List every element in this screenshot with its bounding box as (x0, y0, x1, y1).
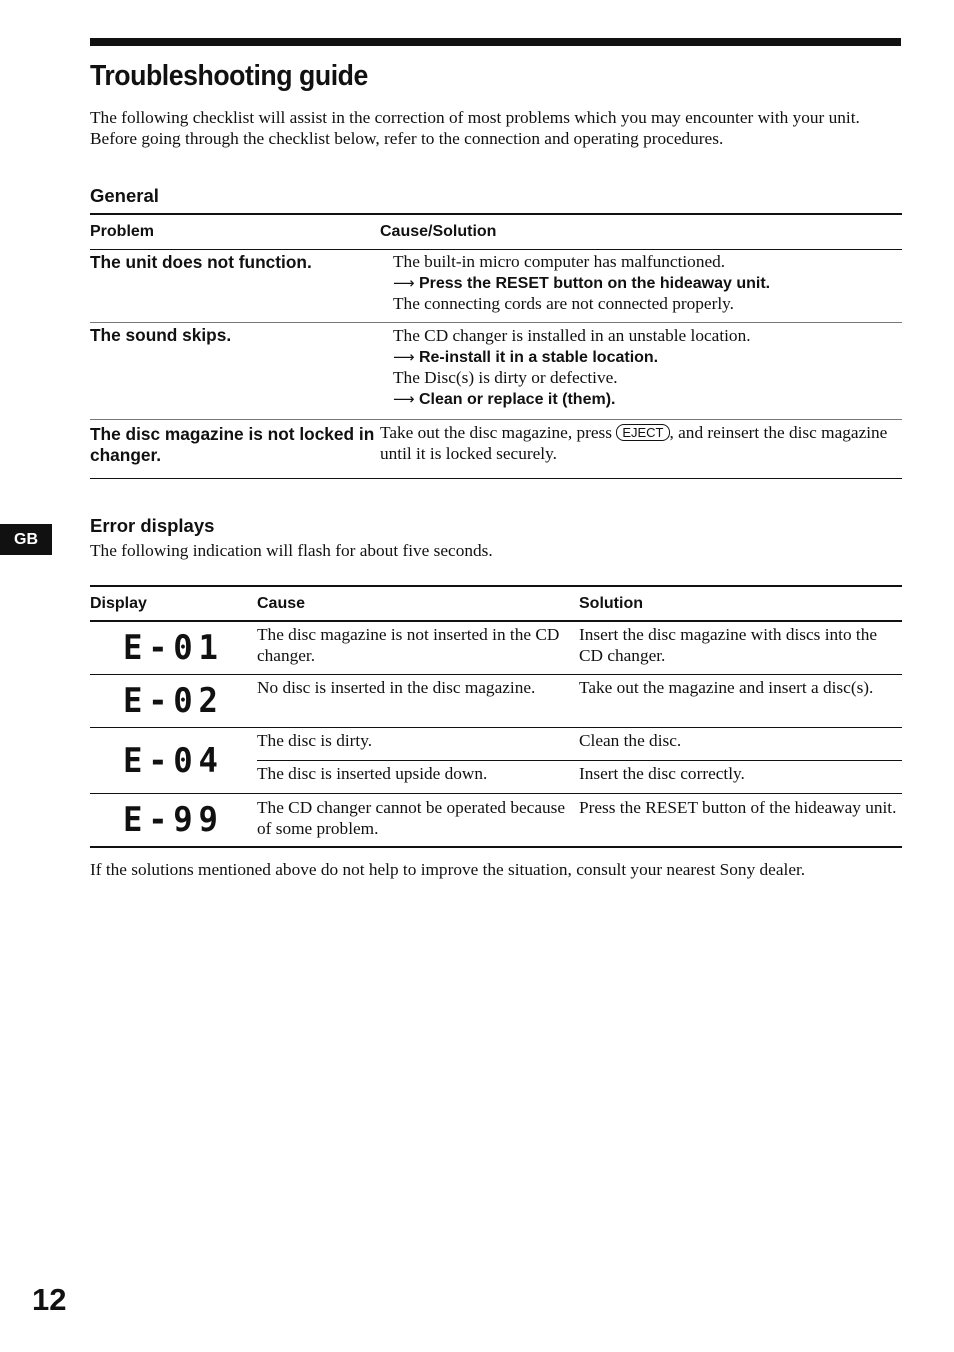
action-line (393, 347, 902, 369)
action-line (393, 273, 902, 295)
error-code-display: E-01 (123, 628, 224, 668)
action-text: Re-install it in a stable location. (418, 348, 659, 366)
arrow-right-icon: ⟶ (393, 273, 415, 292)
arrow-right-icon: ⟶ (393, 389, 415, 408)
cause-cell: The disc is dirty. (257, 728, 579, 761)
error-code-display: E-02 (123, 681, 224, 721)
header-cause: Cause (257, 586, 579, 621)
solution-cell (380, 323, 902, 420)
error-displays-heading: Error displays (90, 515, 215, 536)
problem-cell: The unit does not function. (90, 250, 380, 323)
problem-cell: The disc magazine is not locked in changer. (90, 424, 375, 465)
cause-text: The CD changer is installed in an unstable location. (393, 326, 751, 345)
cause-cell: No disc is inserted in the disc magazine. (257, 675, 579, 728)
cause-cell: The disc is inserted upside down. (257, 761, 579, 794)
solution-text: , and reinsert the disc magazine until it is locked securely. (380, 423, 888, 463)
error-code-display: E-99 (123, 800, 224, 840)
cause-text: The connecting cords are not connected properly. (393, 294, 735, 313)
table-row (90, 323, 902, 420)
display-cell (90, 728, 257, 794)
display-cell (90, 621, 257, 675)
table-row (90, 675, 902, 728)
problem-cell: The sound skips. (90, 323, 380, 420)
page-title: Troubleshooting guide (90, 60, 368, 92)
action-text: Press the RESET button on the hideaway unit. (418, 274, 771, 292)
header-display: Display (90, 586, 257, 621)
closing-text: If the solutions mentioned above do not help to improve the situation, consult your nearest Sony dealer. (90, 860, 806, 879)
display-cell (90, 794, 257, 848)
cause-cell: The CD changer cannot be operated because of some problem. (257, 798, 566, 838)
solution-cell: Press the RESET button of the hideaway unit. (579, 798, 897, 817)
header-solution: Solution (579, 586, 902, 621)
arrow-right-icon: ⟶ (393, 347, 415, 366)
eject-key-icon: EJECT (616, 424, 669, 441)
display-cell (90, 675, 257, 728)
cause-text: The built-in micro computer has malfunctioned. (393, 252, 726, 271)
table-row (90, 250, 902, 323)
general-table (90, 213, 902, 479)
table-row (90, 728, 902, 761)
header-cause-solution: Cause/Solution (380, 214, 902, 250)
action-text: Clean or replace it (them). (418, 390, 616, 408)
table-row (90, 794, 902, 848)
action-line (393, 389, 902, 411)
intro-paragraph-1: The following checklist will assist in the correction of most problems which you may encounter with your unit. (90, 108, 860, 127)
solution-text: Take out the disc magazine, press (380, 423, 617, 442)
intro-text (90, 108, 902, 149)
solution-cell: Insert the disc magazine with discs into the CD changer. (579, 621, 902, 675)
title-rule (90, 38, 901, 46)
error-table (90, 585, 902, 848)
solution-cell (380, 250, 902, 323)
table-row (90, 621, 902, 675)
solution-cell (380, 420, 902, 479)
page-content (90, 38, 902, 879)
solution-cell: Take out the magazine and insert a disc(s). (579, 675, 902, 728)
intro-paragraph-2: Before going through the checklist below, refer to the connection and operating procedures. (90, 128, 724, 148)
error-intro: The following indication will flash for about five seconds. (90, 541, 493, 560)
error-code-display: E-04 (123, 740, 224, 781)
solution-cell: Insert the disc correctly. (579, 761, 902, 794)
general-heading: General (90, 185, 159, 206)
table-row (90, 420, 902, 479)
language-tab: GB (0, 524, 52, 555)
general-header-row (90, 214, 902, 250)
header-problem: Problem (90, 214, 380, 250)
cause-text: The Disc(s) is dirty or defective. (393, 368, 618, 387)
error-header-row (90, 586, 902, 621)
solution-cell: Clean the disc. (579, 728, 902, 761)
page-number: 12 (32, 1282, 67, 1317)
cause-cell: The disc magazine is not inserted in the CD changer. (257, 621, 579, 675)
